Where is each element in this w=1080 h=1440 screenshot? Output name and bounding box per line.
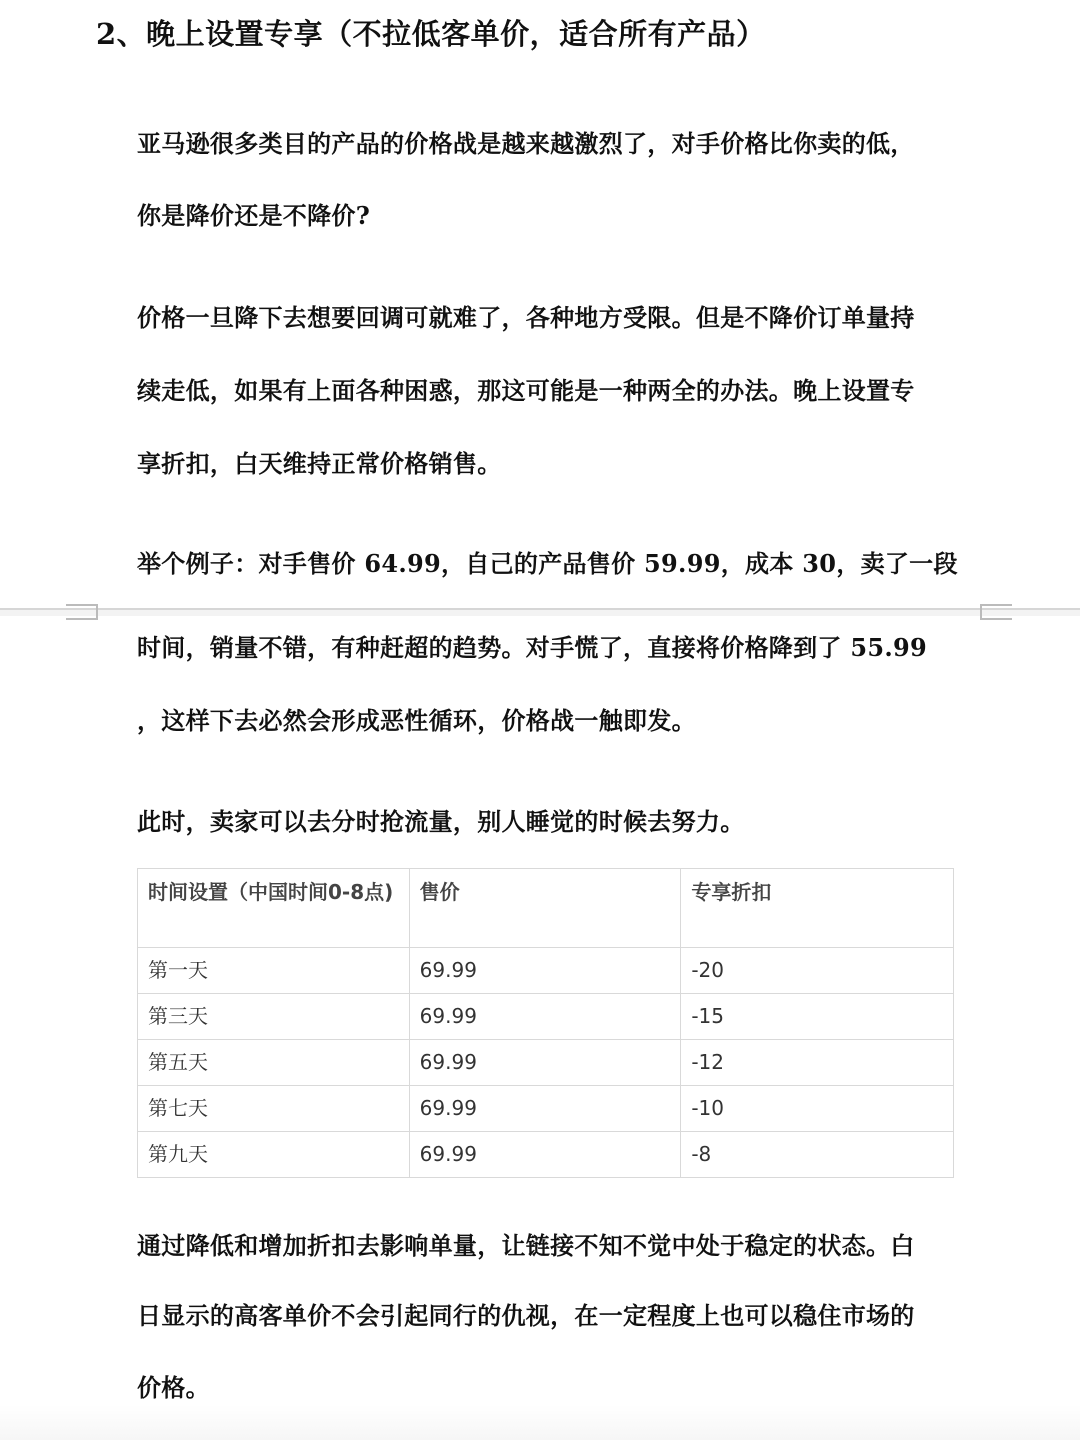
page-break-marker-icon	[980, 604, 1012, 620]
page-break-divider	[0, 608, 1080, 616]
paragraph-line: ，这样下去必然会形成恶性循环，价格战一触即发。	[137, 706, 696, 735]
table-cell: -12	[681, 1040, 954, 1086]
paragraph-line: 日显示的高客单价不会引起同行的仇视，在一定程度上也可以稳住市场的	[137, 1301, 915, 1330]
paragraph-line: 此时，卖家可以去分时抢流量，别人睡觉的时候去努力。	[137, 807, 745, 836]
table-cell: -20	[681, 948, 954, 994]
table-cell: -15	[681, 994, 954, 1040]
table-row	[138, 994, 954, 1040]
table-cell: 第七天	[138, 1086, 410, 1132]
table-cell: -8	[681, 1132, 954, 1178]
table-cell: 第一天	[138, 948, 410, 994]
table-row	[138, 948, 954, 994]
discount-schedule-table	[137, 868, 954, 1178]
table-cell: 第三天	[138, 994, 410, 1040]
table-row	[138, 1040, 954, 1086]
table-cell: 69.99	[409, 1132, 681, 1178]
paragraph-line: 价格一旦降下去想要回调可就难了，各种地方受限。但是不降价订单量持	[137, 303, 915, 332]
paragraph-line: 时间，销量不错，有种赶超的趋势。对手慌了，直接将价格降到了 55.99	[137, 633, 928, 662]
paragraph-line: 你是降价还是不降价?	[137, 201, 371, 230]
table-cell: 69.99	[409, 994, 681, 1040]
page-bottom-shade	[0, 1405, 1080, 1440]
paragraph-line: 享折扣，白天维持正常价格销售。	[137, 449, 502, 478]
table-cell: 第五天	[138, 1040, 410, 1086]
paragraph-line: 价格。	[137, 1373, 210, 1402]
page-break-marker-icon	[66, 604, 98, 620]
table-header-row	[138, 869, 954, 948]
paragraph-line: 举个例子：对手售价 64.99，自己的产品售价 59.99，成本 30，卖了一段	[137, 549, 958, 578]
section-heading: 2、晚上设置专享（不拉低客单价，适合所有产品）	[96, 17, 766, 51]
table-cell: 69.99	[409, 948, 681, 994]
table-cell: -10	[681, 1086, 954, 1132]
table-cell: 第九天	[138, 1132, 410, 1178]
paragraph-line: 续走低，如果有上面各种困惑，那这可能是一种两全的办法。晚上设置专	[137, 376, 915, 405]
table-row	[138, 1086, 954, 1132]
table-row	[138, 1132, 954, 1178]
paragraph-line: 通过降低和增加折扣去影响单量，让链接不知不觉中处于稳定的状态。白	[137, 1231, 915, 1260]
table-header-cell: 时间设置（中国时间0-8点)	[138, 869, 410, 948]
paragraph-line: 亚马逊很多类目的产品的价格战是越来越激烈了，对手价格比你卖的低，	[137, 129, 915, 158]
table-header-cell: 专享折扣	[681, 869, 954, 948]
table-cell: 69.99	[409, 1086, 681, 1132]
table-header-cell: 售价	[409, 869, 681, 948]
table-cell: 69.99	[409, 1040, 681, 1086]
